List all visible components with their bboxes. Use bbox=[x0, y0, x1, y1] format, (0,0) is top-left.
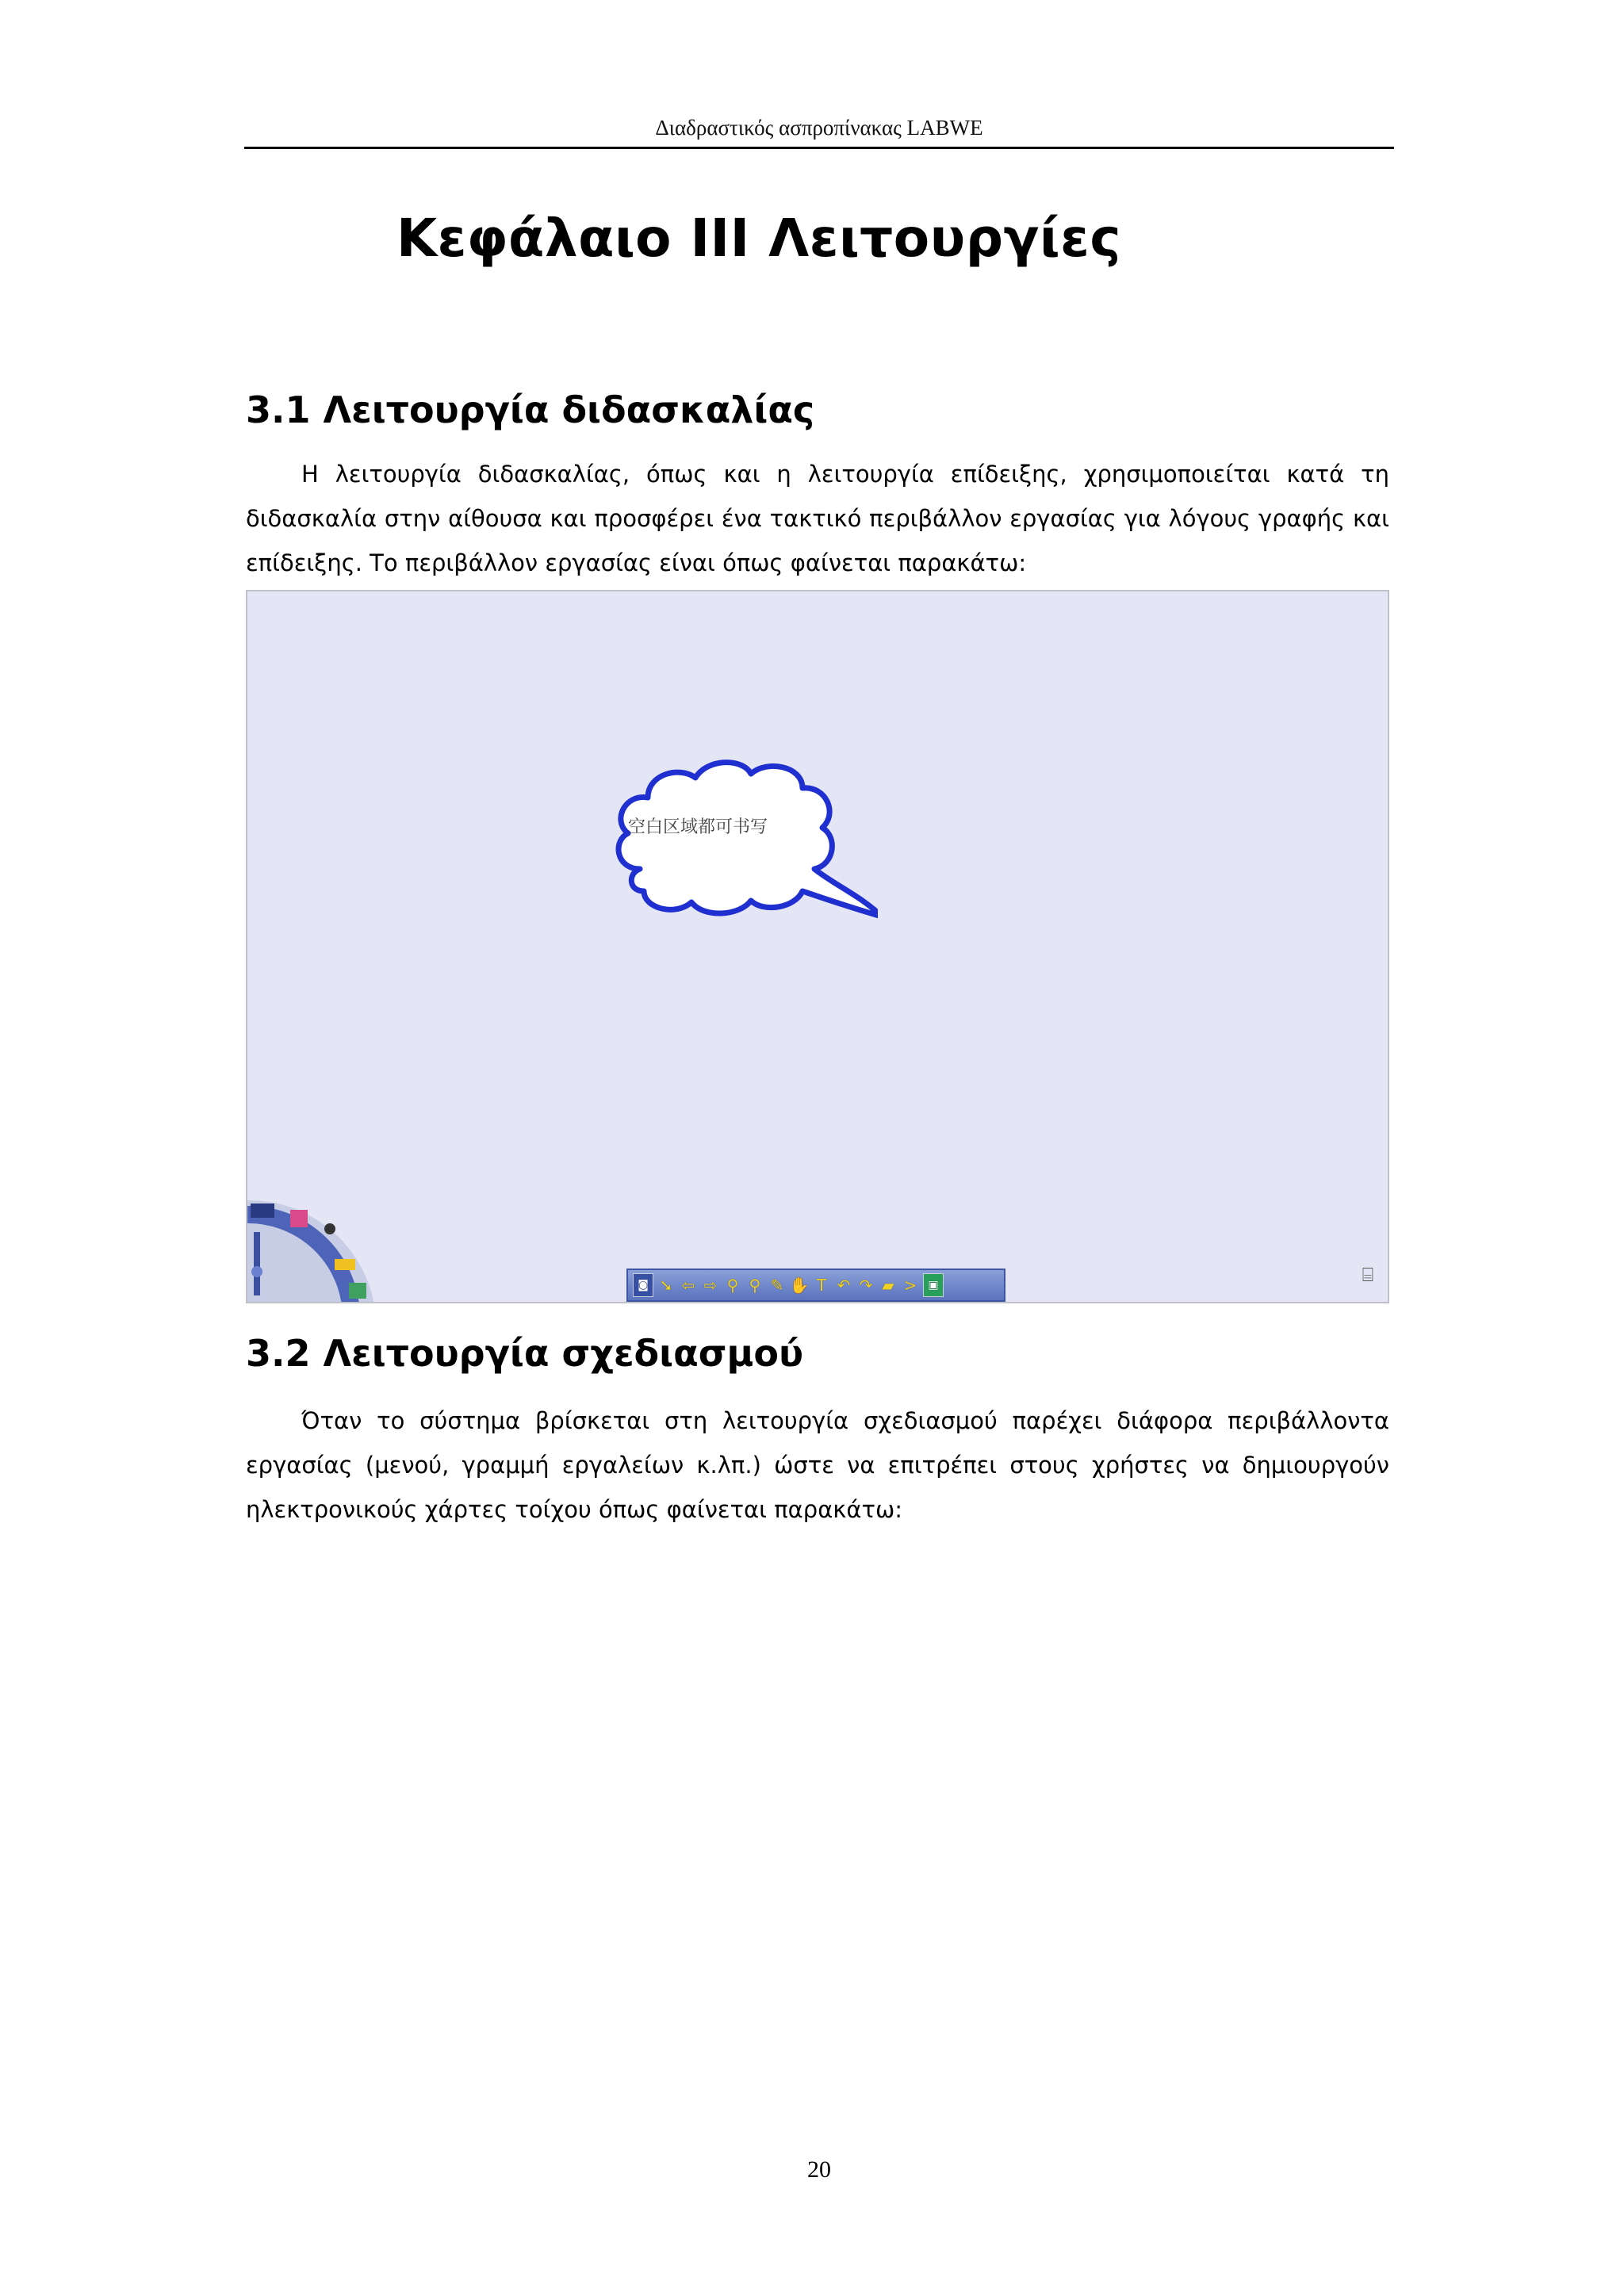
arrow-left-icon[interactable]: ⇦ bbox=[681, 1276, 695, 1295]
chapter-title: Κεφάλαιο ΙΙΙ Λειτουργίες bbox=[396, 208, 1121, 269]
zoom-in-icon[interactable]: ⚲ bbox=[726, 1276, 739, 1295]
arrow-right-icon[interactable]: ⇨ bbox=[703, 1276, 718, 1295]
eraser-icon[interactable]: ⌸ bbox=[1362, 1264, 1374, 1286]
section-title-3-1: 3.1 Λειτουργία διδασκαλίας bbox=[246, 388, 815, 431]
teaching-mode-screenshot bbox=[246, 590, 1389, 1303]
folder-icon[interactable]: ▰ bbox=[882, 1276, 894, 1295]
page-number: 20 bbox=[807, 2156, 831, 2183]
running-header: Διαδραστικός ασπροπίνακας LABWE bbox=[655, 116, 983, 140]
speech-cloud bbox=[608, 750, 878, 932]
menu-icon[interactable]: ◙ bbox=[633, 1273, 653, 1297]
text-icon[interactable]: T bbox=[816, 1276, 827, 1295]
hand-icon[interactable]: ✋ bbox=[789, 1276, 810, 1295]
cloud-text: 空白区域都可书写 bbox=[628, 817, 768, 837]
main-toolbar bbox=[626, 1269, 1005, 1302]
next-icon[interactable]: > bbox=[903, 1276, 917, 1295]
undo-icon[interactable]: ↶ bbox=[837, 1276, 851, 1295]
cursor-icon[interactable]: ➘ bbox=[659, 1276, 673, 1295]
pen-icon[interactable]: ✎ bbox=[770, 1276, 784, 1295]
section-3-2-body: Όταν το σύστημα βρίσκεται στη λειτουργία σχεδιασμού παρέχει διάφορα περιβάλλοντα εργασίας (μενού, γραμμή εργαλείων κ.λπ.) ώστε να επιτρέπει στους χρήστες να δημιουργούν ηλεκτρονικούς χάρτες τοίχου όπως φαίνεται παρακάτω: bbox=[246, 1407, 1389, 1523]
zoom-out-icon[interactable]: ⚲ bbox=[749, 1276, 761, 1295]
tool-dial[interactable] bbox=[247, 1200, 382, 1303]
close-icon[interactable]: ▣ bbox=[923, 1273, 944, 1297]
header-rule bbox=[244, 147, 1394, 149]
redo-icon[interactable]: ↷ bbox=[859, 1276, 873, 1295]
section-3-1-body: Η λειτουργία διδασκαλίας, όπως και η λειτουργία επίδειξης, χρησιμοποιείται κατά τη διδασκαλία στην αίθουσα και προσφέρει ένα τακτικό περιβάλλον εργασίας για λόγους γραφής και επίδειξης. Το περιβάλλον εργασίας είναι όπως φαίνεται παρακάτω: bbox=[246, 461, 1389, 576]
section-title-3-2: 3.2 Λειτουργία σχεδιασμού bbox=[246, 1332, 804, 1375]
